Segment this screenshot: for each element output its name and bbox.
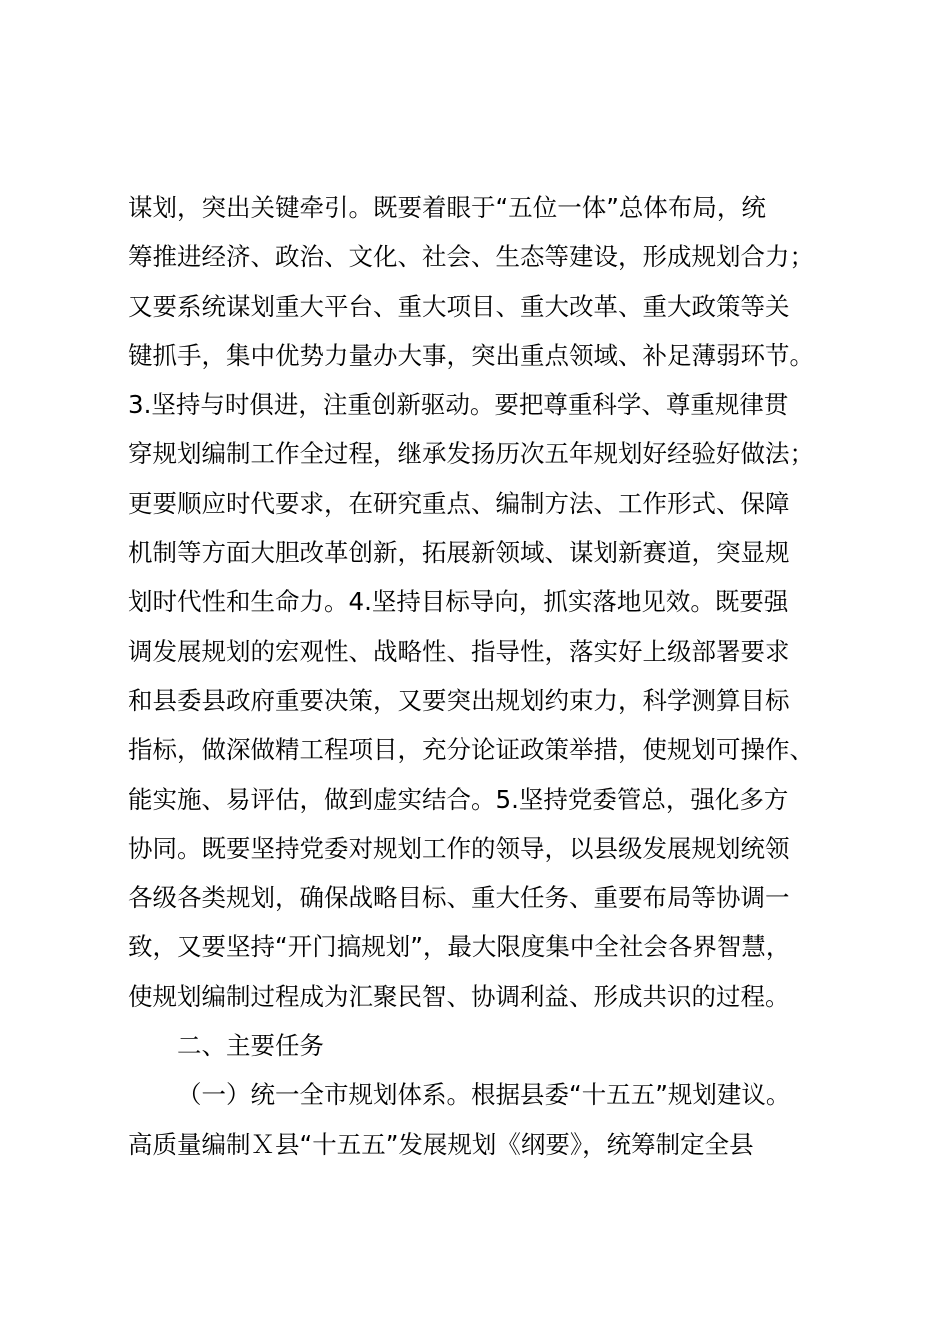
paragraph-line: 键抓手，集中优势力量办大事，突出重点领域、补足薄弱环节。 <box>128 340 814 370</box>
paragraph-line: 致，又要坚持“开门搞规划”，最大限度集中全社会各界智慧， <box>128 932 791 962</box>
paragraph-line: 使规划编制过程成为汇聚民智、协调利益、形成共识的过程。 <box>128 981 790 1011</box>
paragraph-line: 高质量编制Ｘ县“十五五”发展规划《纲要》，统筹制定全县 <box>128 1129 754 1159</box>
paragraph-line: 筹推进经济、政治、文化、社会、生态等建设，形成规划合力； <box>128 242 814 272</box>
paragraph-line: 指标，做深做精工程项目，充分论证政策举措，使规划可操作、 <box>128 735 814 765</box>
paragraph-line: 更要顺应时代要求，在研究重点、编制方法、工作形式、保障 <box>128 488 790 518</box>
paragraph-line: 又要系统谋划重大平台、重大项目、重大改革、重大政策等关 <box>128 291 790 321</box>
paragraph-line: 机制等方面大胆改革创新，拓展新领域、谋划新赛道，突显规 <box>128 538 790 568</box>
paragraph-line: 能实施、易评估，做到虚实结合。5.坚持党委管总，强化多方 <box>128 784 789 814</box>
paragraph-line: 穿规划编制工作全过程，继承发扬历次五年规划好经验好做法； <box>128 439 814 469</box>
paragraph-line-indented: （一）统一全市规划体系。根据县委“十五五”规划建议。 <box>177 1080 791 1110</box>
paragraph-line: 各级各类规划，确保战略目标、重大任务、重要布局等协调一 <box>128 883 790 913</box>
paragraph-line: 划时代性和生命力。4.坚持目标导向，抓实落地见效。既要强 <box>128 587 789 617</box>
paragraph-line-indented: 二、主要任务 <box>177 1031 324 1061</box>
paragraph-line: 和县委县政府重要决策，又要突出规划约束力，科学测算目标 <box>128 685 790 715</box>
paragraph-line: 调发展规划的宏观性、战略性、指导性，落实好上级部署要求 <box>128 636 790 666</box>
paragraph-line: 协同。既要坚持党委对规划工作的领导，以县级发展规划统领 <box>128 833 790 863</box>
paragraph-line: 3.坚持与时俱进，注重创新驱动。要把尊重科学、尊重规律贯 <box>128 390 789 420</box>
paragraph-line: 谋划，突出关键牵引。既要着眼于“五位一体”总体布局，统 <box>128 193 766 222</box>
body-text <box>128 183 858 1169</box>
